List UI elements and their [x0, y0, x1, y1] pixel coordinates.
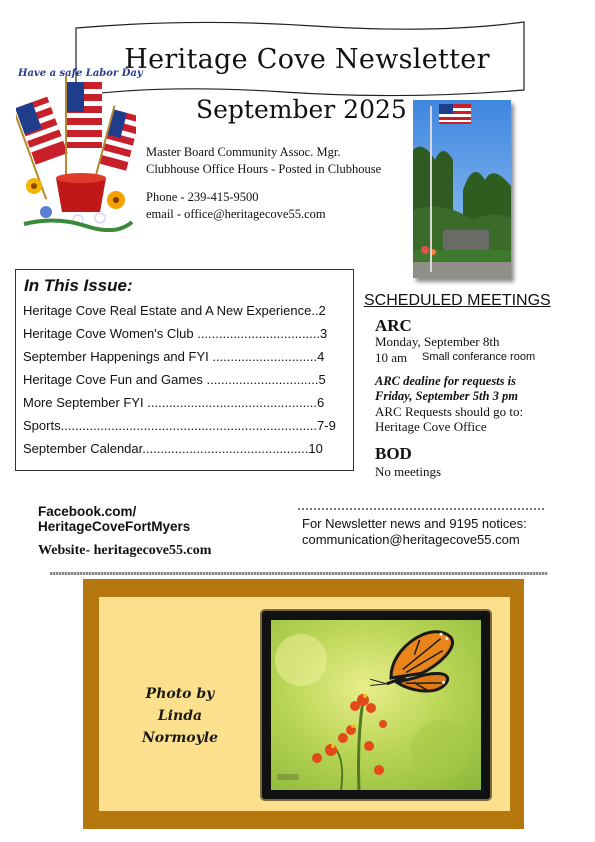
arc-time: 10 am [375, 350, 408, 365]
arc-requests-line1: ARC Requests should go to: [375, 404, 524, 419]
dotted-rule [298, 508, 544, 510]
toc-heading: In This Issue: [24, 276, 133, 295]
labor-day-flags-image [16, 66, 136, 232]
manager-line: Master Board Community Assoc. Mgr. [146, 145, 341, 159]
contact-block [146, 144, 381, 178]
email-line: email - office@heritagecove55.com [146, 207, 326, 221]
toc-item[interactable]: More September FYI ...............................................6 [23, 395, 325, 410]
toc-item[interactable]: September Happenings and FYI .............................4 [23, 349, 325, 364]
meetings-heading: SCHEDULED MEETINGS [364, 292, 551, 309]
arc-date: Monday, September 8th [375, 334, 500, 349]
arc-deadline-line1: ARC dealine for requests is [375, 374, 516, 388]
newsletter-contact [302, 516, 527, 548]
arc-title: ARC [375, 316, 412, 335]
phone-line: Phone - 239-415-9500 [146, 190, 259, 204]
facebook-line2: HeritageCoveFortMyers [38, 519, 191, 534]
bod-title: BOD [375, 444, 412, 463]
facebook-link[interactable] [38, 504, 190, 534]
photo-credit-line1: Photo by [145, 686, 215, 702]
news-line1: For Newsletter news and 9195 notices: [302, 516, 527, 531]
butterfly-photo [271, 620, 481, 790]
website-link[interactable]: Website- heritagecove55.com [38, 543, 212, 558]
toc-item[interactable]: Heritage Cove Women's Club ..................................3 [23, 326, 328, 341]
office-hours-line: Clubhouse Office Hours - Posted in Clubhouse [146, 162, 382, 176]
toc-item[interactable]: Heritage Cove Real Estate and A New Experience..2 [23, 303, 326, 318]
facebook-line1: Facebook.com/ [38, 504, 137, 519]
labor-day-caption: Have a safe Labor Day [18, 68, 143, 79]
toc-item[interactable]: Sports.......................................................................7-9 [23, 418, 336, 433]
photo-credit-line2: Linda Normoyle [141, 708, 219, 746]
toc-item[interactable]: Heritage Cove Fun and Games ...............................5 [23, 372, 326, 387]
bod-note: No meetings [375, 464, 442, 479]
toc-item[interactable]: September Calendar..............................................10 [23, 441, 323, 456]
news-email-link[interactable]: communication@heritagecove55.com [302, 532, 520, 547]
issue-date: September 2025 [196, 95, 407, 124]
arc-location: Small conferance room [422, 351, 536, 363]
arc-requests-line2: Heritage Cove Office [375, 419, 487, 434]
contact-phone-email [146, 189, 326, 223]
flagpole-photo [413, 100, 511, 278]
section-divider [50, 572, 548, 575]
arc-deadline-line2: Friday, September 5th 3 pm [375, 389, 518, 403]
photo-credit [120, 683, 240, 749]
newsletter-title: Heritage Cove Newsletter [124, 44, 490, 75]
